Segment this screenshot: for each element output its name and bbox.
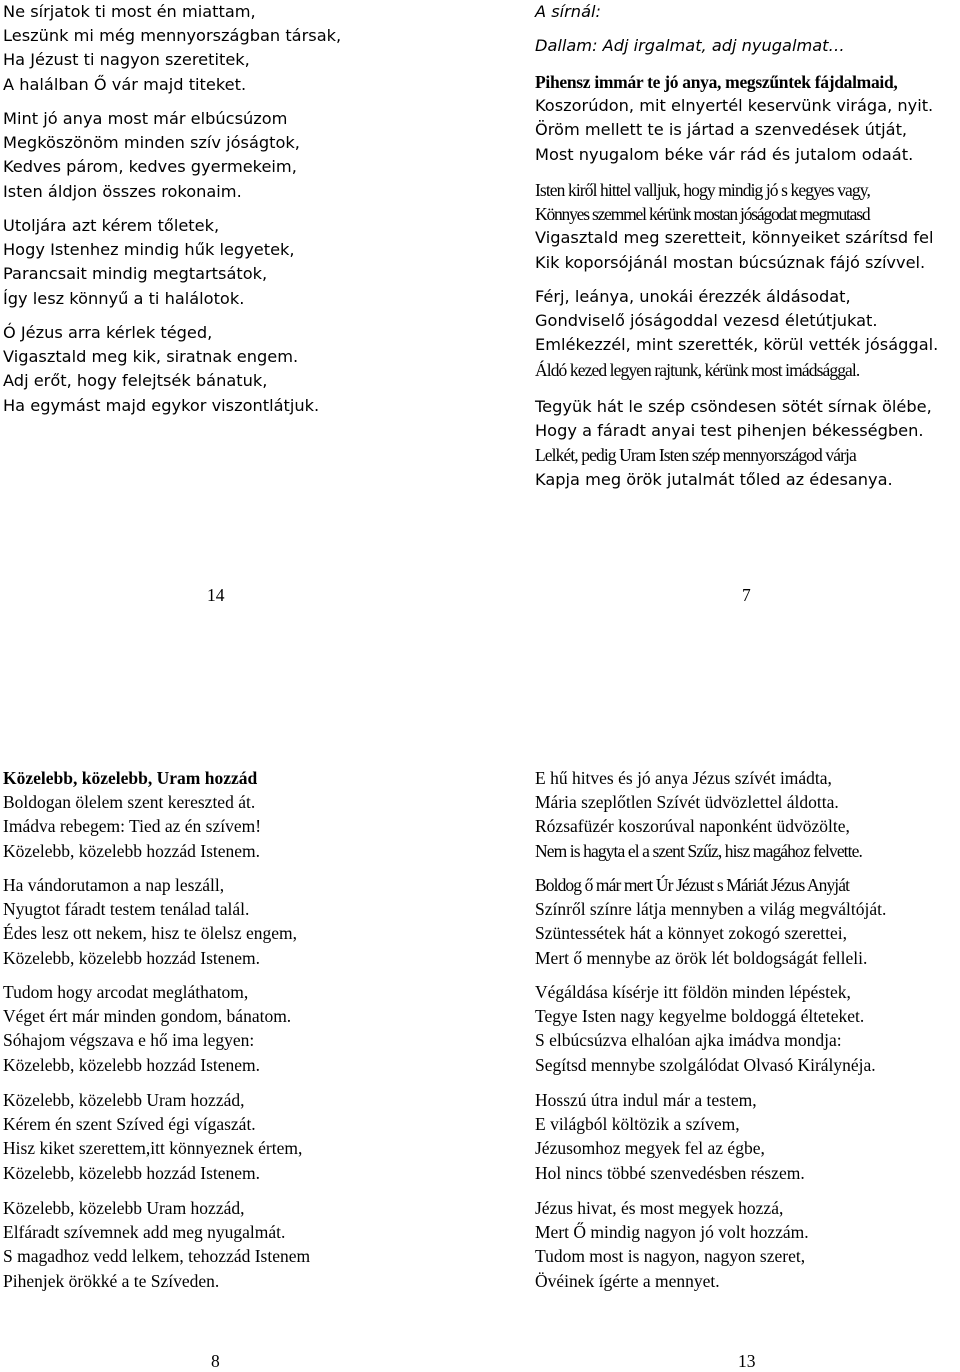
verse-line: S elbúcsúzva elhalóan ajka imádva mondja: — [535, 1030, 842, 1051]
verse-line: S magadhoz vedd lelkem, tehozzád Istenem — [3, 1246, 311, 1267]
verse-line: Ó Jézus arra kérlek téged, — [3, 323, 213, 342]
verse-line: Közelebb, közelebb Uram hozzád, — [3, 1090, 245, 1110]
verse-line: Emlékezzél, mint szerették, körül vették jósággal. — [535, 335, 939, 355]
page-number: 8 — [211, 1351, 220, 1371]
verse-line: Tudom hogy arcodat megláthatom, — [3, 982, 249, 1002]
verse-line: Hisz kiket szerettem,itt könnyeznek értem, — [3, 1138, 303, 1159]
verse-line: Mert Ő mindig nagyon jó volt hozzám. — [535, 1222, 809, 1243]
verse-line: Vigasztald meg szeretteit, könnyeiket szárítsd fel — [535, 228, 934, 248]
stanza — [535, 178, 933, 275]
verse-line: Pihenjek örökké a te Szíveden. — [3, 1270, 220, 1291]
verse-line: Parancsait mindig megtartsátok, — [3, 264, 268, 284]
stanza — [3, 766, 261, 863]
verse-line: Jézusomhoz megyek fel az égbe, — [535, 1138, 765, 1159]
page-number: 14 — [207, 585, 225, 605]
verse-line: Koszorúdon, mit elnyertél keservünk virága, nyit. — [535, 96, 934, 116]
verse-line: Imádva rebegem: Tied az én szívem! — [3, 816, 262, 837]
page-number: 13 — [738, 1351, 756, 1371]
verse-line: Tudom most is nagyon, nagyon szeret, — [535, 1246, 806, 1267]
stanza — [3, 214, 295, 311]
verse-line: Leszünk mi még mennyországban társak, — [3, 26, 342, 46]
verse-line: Hogy Istenhez mindig hűk legyetek, — [3, 240, 295, 260]
verse-line: Boldog ő már mert Úr Jézust s Máriát Jézus Anyját — [535, 875, 850, 895]
verse-line: Rózsafüzér koszorúval naponként üdvözölte, — [535, 816, 850, 837]
verse-line: Nem is hagyta el a szent Szűz, hisz magához felvette. — [535, 840, 862, 861]
verse-line: Most nyugalom béke vár rád és jutalom odaát. — [535, 144, 914, 164]
verse-line: Kérem én szent Szíved égi vígaszát. — [3, 1114, 256, 1135]
verse-line: Ha vándorutamon a nap leszáll, — [3, 875, 225, 895]
stanza — [535, 285, 938, 382]
verse-line: Szüntessétek hát a könnyet zokogó szerettei, — [535, 923, 847, 944]
verse-line: Közelebb, közelebb hozzád Istenem. — [3, 1162, 261, 1183]
verse-line: Édes lesz ott nekem, hisz te ölelsz engem, — [3, 923, 298, 944]
verse-line: Sóhajom végszava e hő ima legyen: — [3, 1030, 255, 1051]
verse-line: Kik koporsójánál mostan búcsúznak fájó szívvel. — [535, 252, 926, 272]
verse-line: Vigasztald meg kik, siratnak engem. — [3, 347, 299, 367]
stanza — [3, 321, 319, 418]
stanza — [3, 980, 291, 1077]
verse-line: Isten áldjon összes rokonaim. — [3, 181, 242, 201]
verse-line: Tegyük hát le szép csöndesen sötét sírnak ölébe, — [535, 397, 932, 416]
verse-line: Kapja meg örök jutalmát tőled az édesanya. — [535, 469, 893, 489]
verse-line: Így lesz könnyű a ti halálotok. — [3, 288, 245, 308]
verse-line: E hű hitves és jó anya Jézus szívét imádta, — [535, 768, 832, 788]
stanza — [3, 1196, 310, 1293]
verse-line: Ne sírjatok ti most én miattam, — [3, 2, 256, 21]
verse-line: E világból költözik a szívem, — [535, 1114, 740, 1135]
verse-line: Öröm mellett te is jártad a szenvedések útját, — [535, 120, 908, 140]
verse-line: Végáldása kísérje itt földön minden lépéstek, — [535, 982, 851, 1002]
verse-line: A halálban Ő vár majd titeket. — [3, 74, 247, 94]
verse-line: Kedves párom, kedves gyermekeim, — [3, 157, 297, 177]
stanza — [535, 766, 862, 863]
verse-line: Mint jó anya most már elbúcsúzom — [3, 109, 288, 128]
verse-line: Lelkét, pedig Uram Isten szép mennyországod várja — [535, 445, 856, 466]
verse-line: Ha Jézust ti nagyon szeretitek, — [3, 50, 250, 70]
verse-line: Boldogan ölelem szent kereszted át. — [3, 792, 256, 813]
stanza — [535, 1088, 805, 1185]
stanza — [535, 873, 886, 970]
verse-line: Mert ő mennybe az örök lét boldogságát felleli. — [535, 947, 868, 968]
verse-line: Áldó kezed legyen rajtunk, kérünk most imádsággal. — [535, 359, 860, 380]
verse-line: Közelebb, közelebb, Uram hozzád — [3, 768, 258, 788]
verse-line: Megköszönöm minden szív jóságtok, — [3, 133, 300, 153]
verse-line: Hol nincs többé szenvedésben részem. — [535, 1162, 805, 1183]
stanza — [535, 980, 876, 1077]
verse-line: Segítsd mennybe szolgálódat Olvasó Királynéja. — [535, 1054, 876, 1075]
verse-line: Adj erőt, hogy felejtsék bánatuk, — [3, 371, 268, 391]
verse-line: Gondviselő jóságoddal vezesd életútjukat. — [535, 311, 878, 331]
verse-line: Férj, leánya, unokái érezzék áldásodat, — [535, 287, 851, 306]
stanza — [3, 1088, 302, 1185]
verse-line: Hogy a fáradt anyai test pihenjen békességben. — [535, 421, 924, 441]
stanza — [535, 395, 932, 492]
verse-line: Mária szeplőtlen Szívét üdvözlettel áldotta. — [535, 792, 839, 813]
verse-line: Elfáradt szívemnek add meg nyugalmát. — [3, 1222, 286, 1243]
verse-line: Hosszú útra indul már a testem, — [535, 1090, 757, 1110]
verse-line: Tegye Isten nagy kegyelme boldoggá élteteket. — [535, 1006, 865, 1027]
stanza — [3, 873, 297, 970]
verse-line: Könnyes szemmel kérünk mostan jóságodat megmutasd — [535, 204, 870, 225]
verse-line: Közelebb, közelebb Uram hozzád, — [3, 1198, 245, 1218]
verse-line: Közelebb, közelebb hozzád Istenem. — [3, 1054, 261, 1075]
melody-note: Dallam: Adj irgalmat, adj nyugalmat… — [535, 36, 845, 55]
page-number: 7 — [742, 585, 751, 605]
verse-line: Közelebb, közelebb hozzád Istenem. — [3, 840, 261, 861]
verse-line: Jézus hivat, és most megyek hozzá, — [535, 1198, 784, 1218]
verse-line: Isten kiről hittel valljuk, hogy mindig jó s kegyes vagy, — [535, 180, 870, 200]
stanza — [535, 1196, 809, 1293]
verse-line: Pihensz immár te jó anya, megszűntek fájdalmaid, — [535, 72, 898, 92]
verse-line: Nyugtot fáradt testem tenálad talál. — [3, 899, 250, 920]
verse-line: Utoljára azt kérem tőletek, — [3, 216, 220, 235]
verse-line: Közelebb, közelebb hozzád Istenem. — [3, 947, 261, 968]
stanza — [3, 0, 341, 97]
stanza — [3, 107, 300, 204]
verse-line: Véget ért már minden gondom, bánatom. — [3, 1006, 292, 1027]
verse-line: Ha egymást majd egykor viszontlátjuk. — [3, 395, 320, 415]
stanza — [535, 70, 933, 167]
section-heading: A sírnál: — [535, 2, 601, 21]
verse-line: Övéinek ígérte a mennyet. — [535, 1270, 720, 1291]
verse-line: Színről színre látja mennyben a világ megváltóját. — [535, 899, 887, 920]
